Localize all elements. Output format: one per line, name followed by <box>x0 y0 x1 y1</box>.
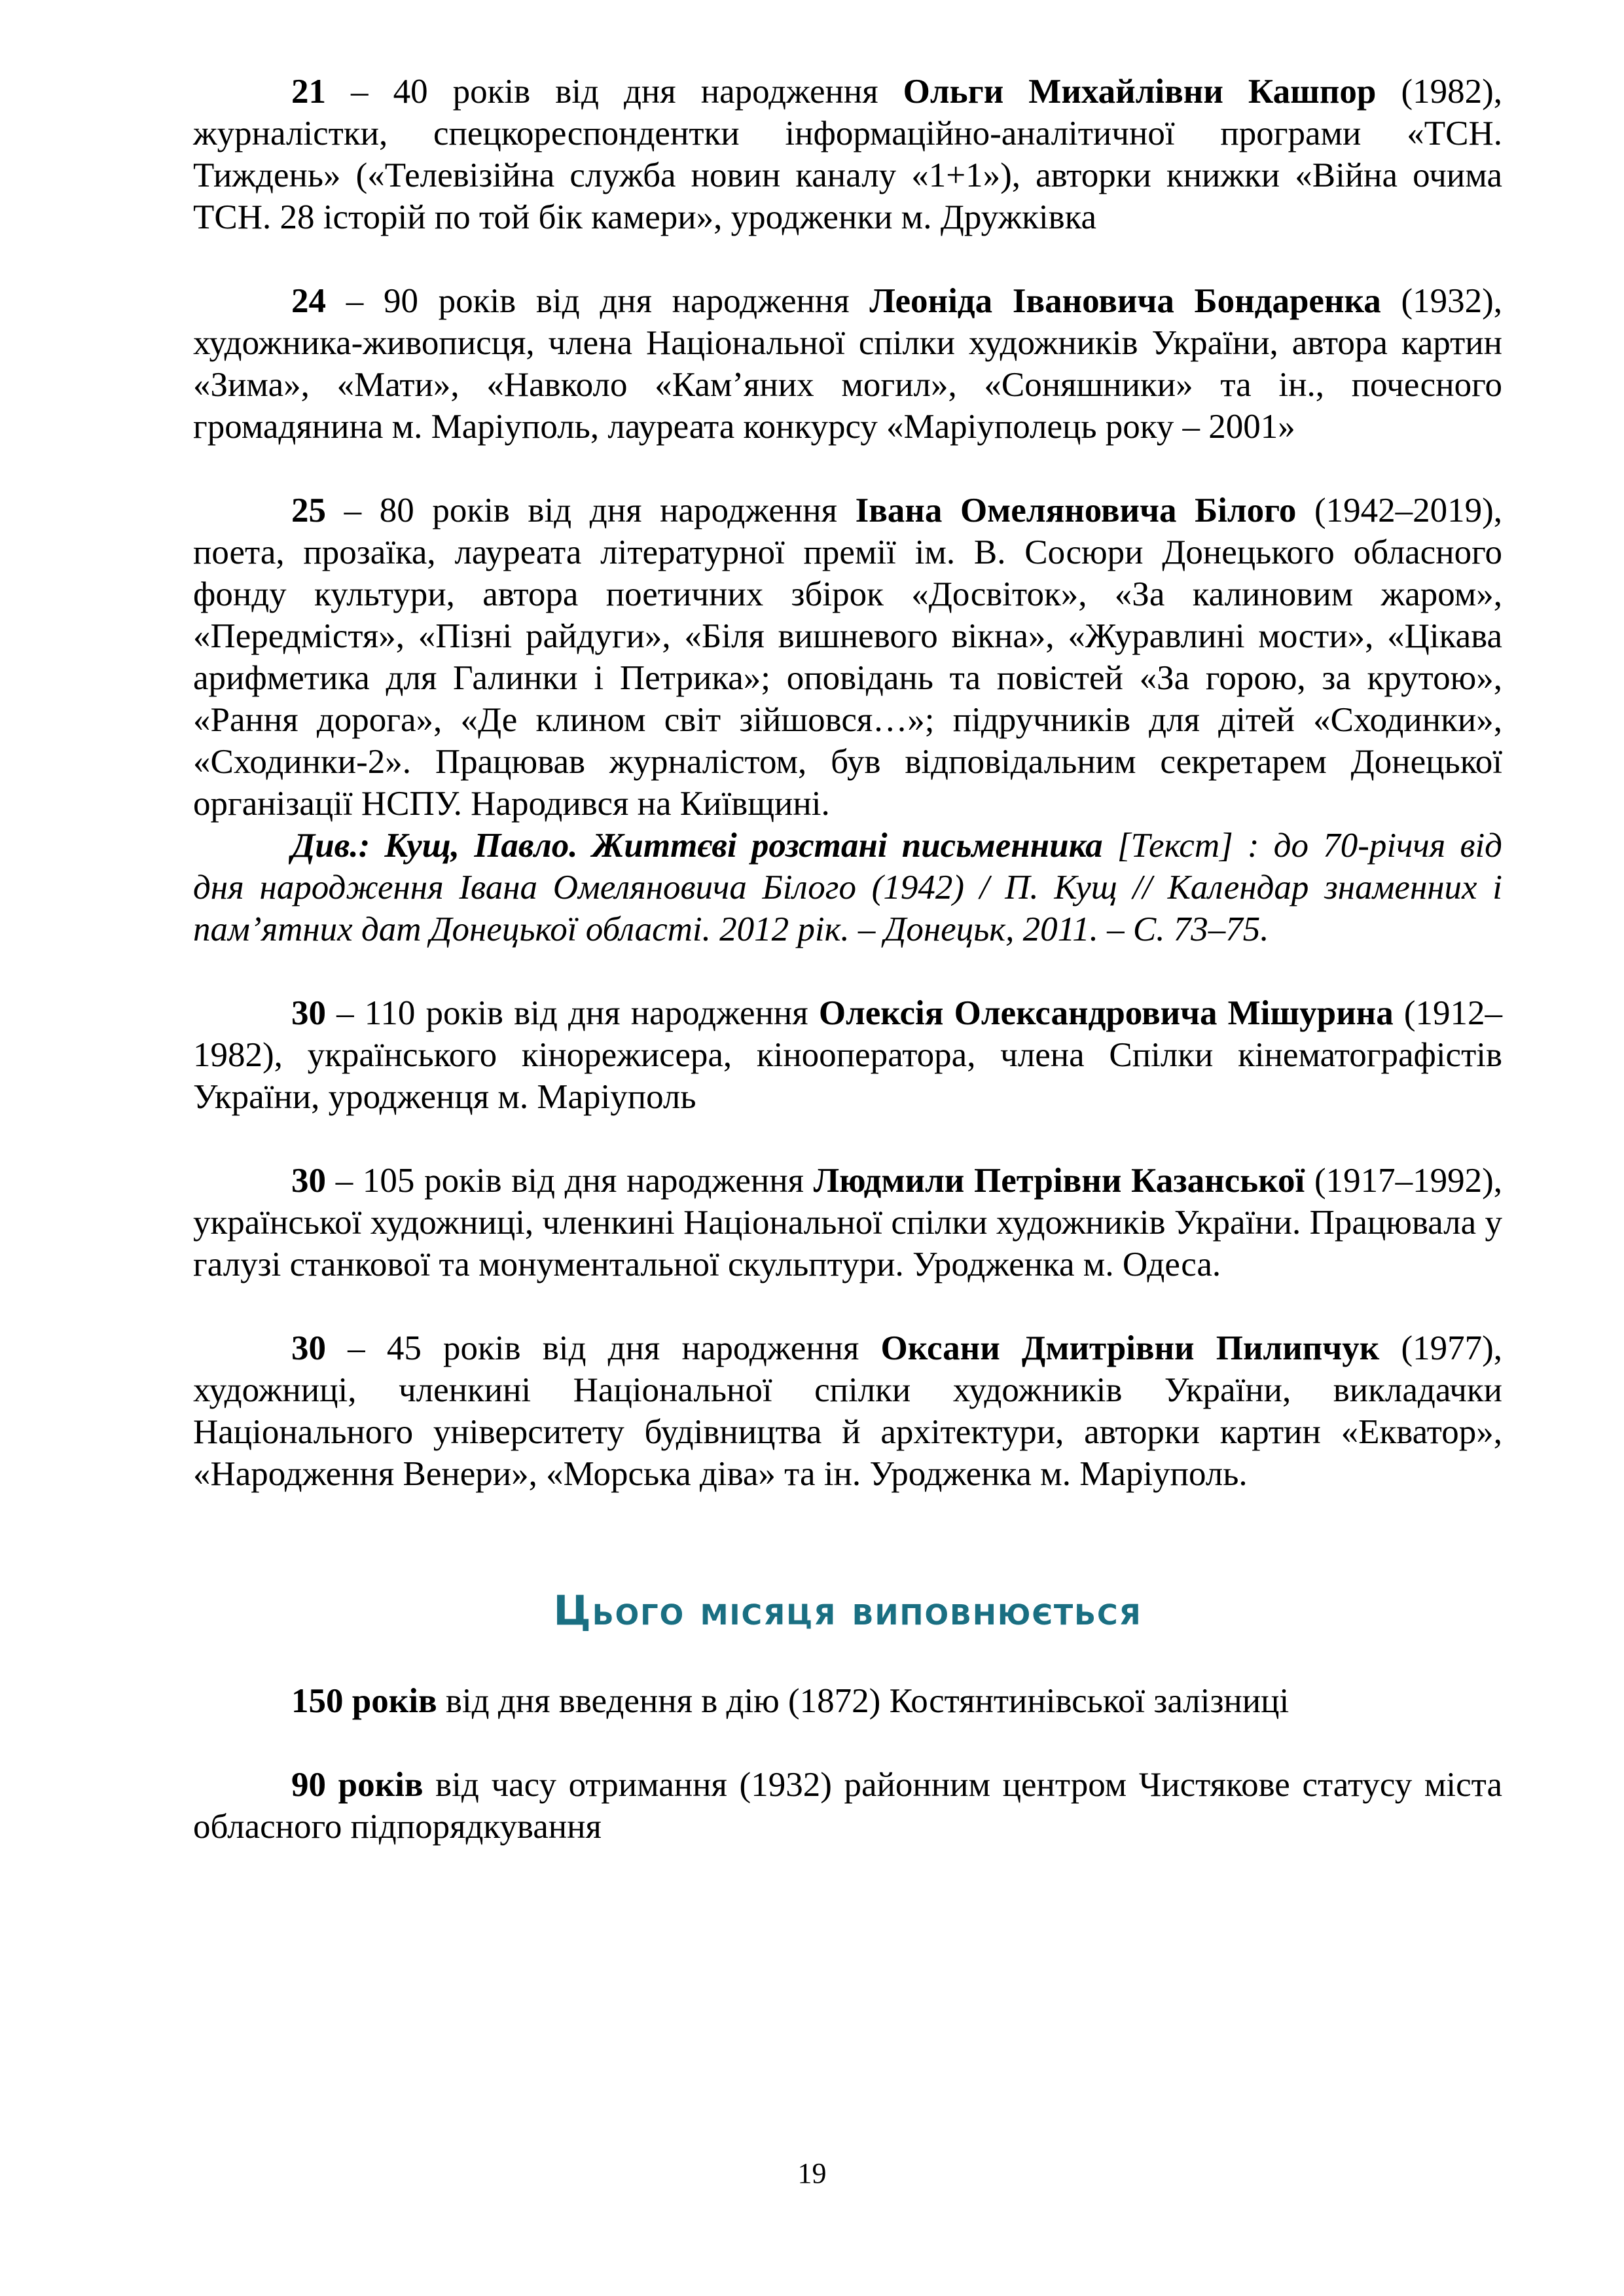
entry-text: (1932), художника-живописця, члена Національної спілки художників України, автора картин «Зима», «Мати», «Навколо «Кам’яних могил», «Соняшники» та ін., почесного громадянина м. Маріуполь, лауреата конкурсу «Маріуполець року – 2001» <box>193 282 1503 446</box>
anniversary-railway <box>193 1680 1502 1722</box>
entry-bondarenko <box>193 280 1502 448</box>
entry-day: 25 <box>291 492 326 529</box>
anniversary-text: від часу отримання (1932) районним центром Чистякове статусу міста обласного підпорядкування <box>193 1766 1502 1846</box>
entry-person-name: Ольги Михайлівни Кашпор <box>903 73 1377 111</box>
anniversary-text: від дня введення в дію (1872) Костянтинівської залізниці <box>437 1682 1290 1720</box>
entry-text: – 80 років від дня народження <box>326 492 856 529</box>
anniversary-years: 90 років <box>291 1766 424 1804</box>
section-title: Цього місяця виповнюється <box>553 1587 1142 1634</box>
entry-text: (1977), художниці, членкині Національної спілки художників України, викладачки Національного університету будівництва й архітектури, авторки картин «Екватор», «Народження Венери», «Морська діва» та ін. Уродженка м. Маріуполь. <box>193 1329 1503 1493</box>
entry-text: – 45 років від дня народження <box>326 1329 881 1367</box>
entry-text: (1917–1992), української художниці, членкині Національної спілки художників України. Працювала у галузі станкової та монументальної скульптури. Уродженка м. Одеса. <box>193 1162 1502 1283</box>
reference-lead: Див.: Кущ, Павло. Життєві розстані письменника <box>291 827 1103 865</box>
entry-text: – 105 років від дня народження <box>326 1162 814 1200</box>
entry-kazanska <box>193 1160 1502 1285</box>
anniversary-years: 150 років <box>291 1682 437 1720</box>
entry-pylypchuk <box>193 1327 1502 1495</box>
entry-bilyi <box>193 490 1502 825</box>
page-number: 19 <box>797 2157 827 2189</box>
entry-text: – 40 років від дня народження <box>326 73 903 111</box>
entry-person-name: Леоніда Івановича Бондаренка <box>869 282 1381 320</box>
entry-text: (1912–1982), українського кінорежисера, кінооператора, члена Спілки кінематографістів України, уродженця м. Маріуполь <box>193 994 1502 1116</box>
document-page <box>193 71 1502 1890</box>
entry-text: (1982), журналістки, спецкореспондентки інформаційно-аналітичної програми «ТСН. Тиждень» («Телевізійна служба новин каналу «1+1»), авторки книжки «Війна очима ТСН. 28 історій по той бік камери», уродженки м. Дружківка <box>193 73 1503 236</box>
entry-day: 30 <box>291 994 326 1032</box>
entry-day: 30 <box>291 1329 326 1367</box>
entry-text: (1942–2019), поета, прозаїка, лауреата літературної премії ім. В. Сосюри Донецького обласного фонду культури, автора поетичних збірок «Досвіток», «За калиновим жаром», «Передмістя», «Пізні райдуги», «Біля вишневого вікна», «Журавлині мости», «Цікава арифметика для Галинки і Петрика»; оповідань та повістей «За горою, за крутою», «Рання дорога», «Де клином світ зійшовся…»; підручників для дітей «Сходинки», «Сходинки-2». Працював журналістом, був відповідальним секретарем Донецької організації НСПУ. Народився на Київщині. <box>193 492 1503 823</box>
entry-day: 21 <box>291 73 326 111</box>
bibliographic-reference <box>193 825 1502 950</box>
anniversary-chystiakove <box>193 1764 1502 1848</box>
entry-text: – 110 років від дня народження <box>326 994 819 1032</box>
entry-text: – 90 років від дня народження <box>326 282 870 320</box>
entry-person-name: Оксани Дмитрівни Пилипчук <box>880 1329 1380 1367</box>
entry-person-name: Людмили Петрівни Казанської <box>813 1162 1305 1200</box>
entry-day: 24 <box>291 282 326 320</box>
entry-kashpor <box>193 71 1502 238</box>
reference-details: [Текст] : до 70-річчя від дня народження Івана Омеляновича Білого (1942) / П. Кущ // Календар знаменних і пам’ятних дат Донецької області. 2012 рік. – Донецьк, 2011. – С. 73–75. <box>193 827 1502 948</box>
entry-day: 30 <box>291 1162 326 1200</box>
entry-person-name: Івана Омеляновича Білого <box>855 492 1297 529</box>
entry-mishuryn <box>193 992 1502 1118</box>
entry-person-name: Олексія Олександровича Мішурина <box>818 994 1394 1032</box>
